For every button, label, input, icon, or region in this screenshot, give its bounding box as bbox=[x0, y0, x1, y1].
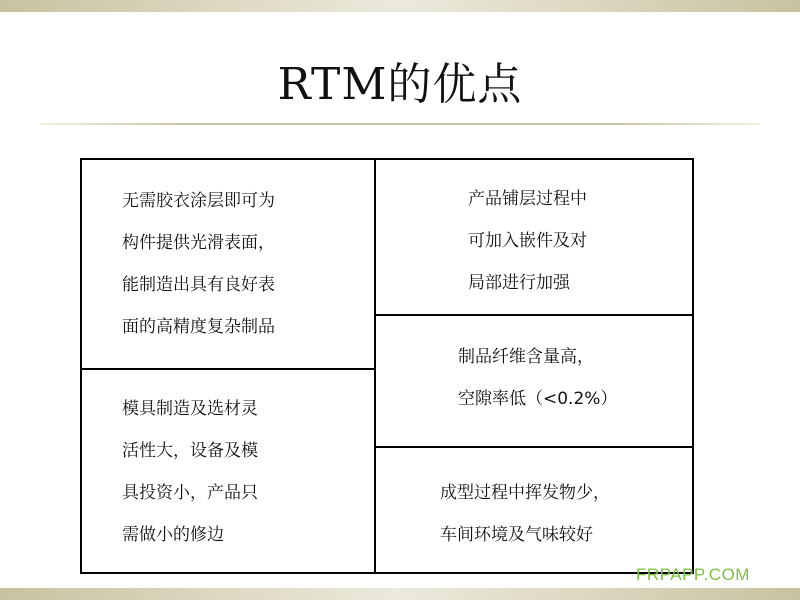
cell-line: 空隙率低（<0.2%） bbox=[458, 389, 618, 409]
cell-line: 制品纤维含量高， bbox=[458, 347, 594, 367]
cell-line: 车间环境及气味较好 bbox=[440, 525, 593, 545]
cell-line: 产品铺层过程中 bbox=[468, 189, 587, 209]
cell-line: 能制造出具有良好表 bbox=[122, 275, 275, 295]
table-vertical-divider bbox=[374, 160, 376, 572]
cell-right-middle bbox=[458, 336, 617, 420]
cell-line: 可加入嵌件及对 bbox=[468, 231, 587, 251]
slide-title: RTM的优点 bbox=[277, 59, 523, 110]
cell-left-bottom bbox=[122, 388, 258, 556]
table-right-divider-1 bbox=[376, 314, 692, 316]
cell-line: 活性大，设备及模 bbox=[122, 441, 258, 461]
cell-line: 面的高精度复杂制品 bbox=[122, 317, 275, 337]
top-decorative-band bbox=[0, 0, 800, 12]
table-left-divider bbox=[82, 368, 374, 370]
cell-right-top bbox=[468, 178, 587, 304]
site-watermark: FRPAPP.COM bbox=[636, 565, 750, 584]
advantages-table bbox=[80, 158, 694, 574]
cell-right-bottom bbox=[440, 472, 610, 556]
cell-line: 成型过程中挥发物少， bbox=[440, 483, 610, 503]
cell-line: 具投资小，产品只 bbox=[122, 483, 258, 503]
table-right-divider-2 bbox=[376, 446, 692, 448]
cell-left-top bbox=[122, 180, 275, 348]
bottom-decorative-band bbox=[0, 588, 800, 600]
cell-line: 构件提供光滑表面， bbox=[122, 233, 275, 253]
cell-line: 局部进行加强 bbox=[468, 273, 570, 293]
cell-line: 需做小的修边 bbox=[122, 525, 224, 545]
title-divider bbox=[40, 123, 760, 125]
cell-line: 模具制造及选材灵 bbox=[122, 399, 258, 419]
cell-line: 无需胶衣涂层即可为 bbox=[122, 191, 275, 211]
